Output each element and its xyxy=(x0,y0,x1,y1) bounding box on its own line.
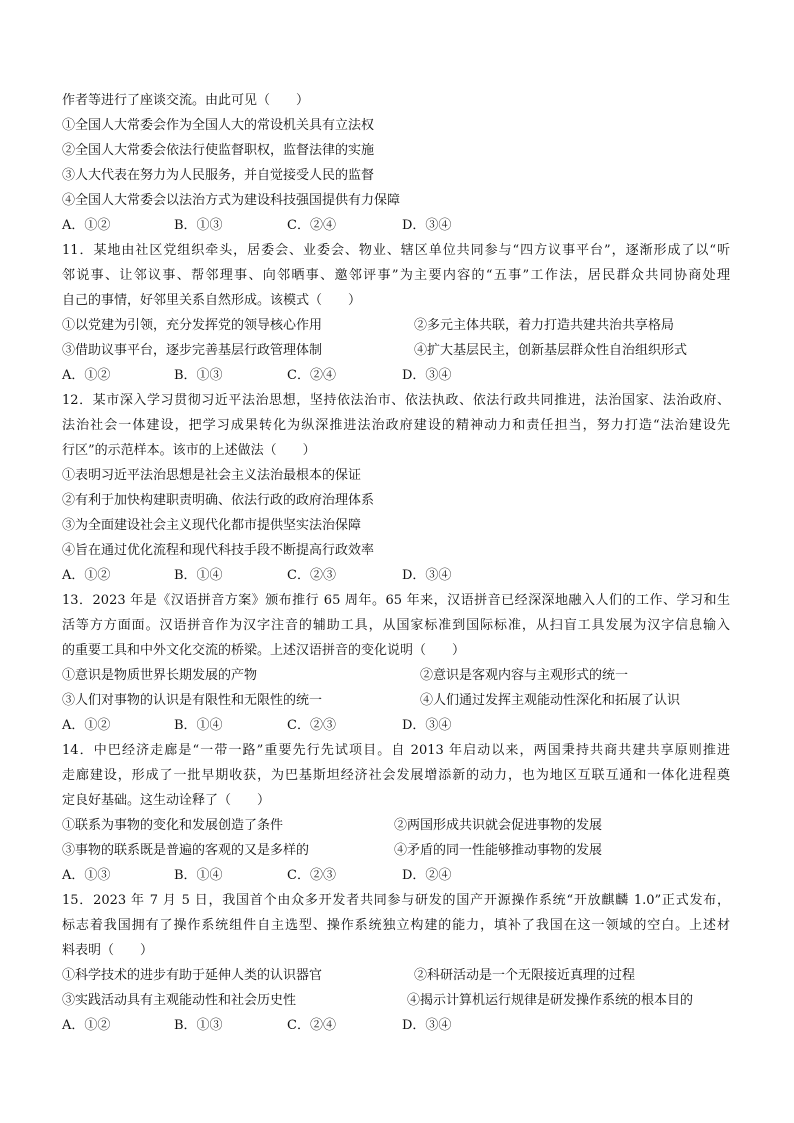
q11-stem-line-1: 11．某地由社区党组织牵头，居委会、业委会、物业、辖区单位共同参与“四方议事平台”，逐渐形成了以“听 xyxy=(62,243,730,258)
q14-option-c[interactable]: C．②③ xyxy=(287,868,336,883)
q10-statement-1: ①全国人大常委会作为全国人大的常设机关具有立法权 xyxy=(62,118,375,133)
q13-statement-1: ①意识是物质世界长期发展的产物 xyxy=(62,668,258,683)
q14-options xyxy=(62,863,730,888)
q15-option-b[interactable]: B．①③ xyxy=(174,1018,223,1033)
q14-option-a[interactable]: A．①③ xyxy=(62,868,111,883)
q15-statement-2: ②科研活动是一个无限接近真理的过程 xyxy=(414,968,636,983)
q12-stem-line-1: 12．某市深入学习贯彻习近平法治思想，坚持依法治市、依法执政、依法行政共同推进，法治国家、法治政府、 xyxy=(62,393,730,408)
q11-statement-3: ③借助议事平台，逐步完善基层行政管理体制 xyxy=(62,343,323,358)
q11-option-d[interactable]: D．③④ xyxy=(402,368,452,383)
q11-options xyxy=(62,363,730,388)
q15-stem-line-2: 标志着我国拥有了操作系统组件自主选型、操作系统独立构建的能力，填补了我国在这一领域的空白。上述材 xyxy=(62,918,730,933)
q13-option-b[interactable]: B．①④ xyxy=(174,718,223,733)
q13-statement-4: ④人们通过发挥主观能动性深化和拓展了认识 xyxy=(420,693,681,708)
q14-option-b[interactable]: B．①④ xyxy=(174,868,223,883)
q10-option-d[interactable]: D．③④ xyxy=(402,218,452,233)
q13-statements-row-2 xyxy=(62,688,730,713)
q12-statement-4: ④旨在通过优化流程和现代科技手段不断提高行政效率 xyxy=(62,543,375,558)
q11-statements-row-1 xyxy=(62,313,730,338)
q15-statement-1: ①科学技术的进步有助于延伸人类的认识器官 xyxy=(62,968,323,983)
q13-stem-line-3: 的重要工具和中外文化交流的桥梁。上述汉语拼音的变化说明（ ） xyxy=(62,643,466,658)
q10-statement-4: ④全国人大常委会以法治方式为建设科技强国提供有力保障 xyxy=(62,193,401,208)
q15-option-d[interactable]: D．③④ xyxy=(402,1018,452,1033)
q15-options xyxy=(62,1013,730,1038)
q12-option-d[interactable]: D．③④ xyxy=(402,568,452,583)
q13-option-d[interactable]: D．③④ xyxy=(402,718,452,733)
q13-statement-2: ②意识是客观内容与主观形式的统一 xyxy=(420,668,629,683)
q15-statement-4: ④揭示计算机运行规律是研发操作系统的根本目的 xyxy=(407,993,694,1008)
q12-stem-line-3: 行区”的示范样本。该市的上述做法（ ） xyxy=(62,443,316,458)
q12-option-b[interactable]: B．①④ xyxy=(174,568,223,583)
q11-statements-row-2 xyxy=(62,338,730,363)
q15-option-a[interactable]: A．①② xyxy=(62,1018,111,1033)
q15-stem-line-1: 15．2023 年 7 月 5 日，我国首个由众多开发者共同参与研发的国产开源操作系统“开放麒麟 1.0”正式发布， xyxy=(62,893,730,908)
q11-option-a[interactable]: A．①② xyxy=(62,368,111,383)
q11-statement-2: ②多元主体共联，着力打造共建共治共享格局 xyxy=(414,318,675,333)
q14-stem-line-3: 定良好基础。这生动诠释了（ ） xyxy=(62,793,271,808)
q13-option-c[interactable]: C．②③ xyxy=(287,718,336,733)
q11-option-c[interactable]: C．②④ xyxy=(287,368,336,383)
q13-stem-line-1: 13．2023 年是《汉语拼音方案》颁布推行 65 周年。65 年来，汉语拼音已经深深地融入人们的工作、学习和生 xyxy=(62,593,730,608)
q14-stem-line-1: 14．中巴经济走廊是“一带一路”重要先行先试项目。自 2013 年启动以来，两国秉持共商共建共享原则推进 xyxy=(62,743,730,758)
q15-statements-row-2 xyxy=(62,988,730,1013)
q13-option-a[interactable]: A．①② xyxy=(62,718,111,733)
q11-option-b[interactable]: B．①③ xyxy=(174,368,223,383)
q13-statements-row-1 xyxy=(62,663,730,688)
q12-options xyxy=(62,563,730,588)
q14-statement-3: ③事物的联系既是普遍的客观的又是多样的 xyxy=(62,843,310,858)
q10-option-b[interactable]: B．①③ xyxy=(174,218,223,233)
q13-stem-line-2: 活等方方面面。汉语拼音作为汉字注音的辅助工具，从国家标准到国际标准，从扫盲工具发展为汉字信息输入 xyxy=(62,618,730,633)
q14-option-d[interactable]: D．②④ xyxy=(402,868,452,883)
q10-statement-3: ③人大代表在努力为人民服务，并自觉接受人民的监督 xyxy=(62,168,375,183)
q14-statement-2: ②两国形成共识就会促进事物的发展 xyxy=(394,818,603,833)
q11-statement-4: ④扩大基层民主，创新基层群众性自治组织形式 xyxy=(414,343,688,358)
q12-statement-2: ②有利于加快构建职责明确、依法行政的政府治理体系 xyxy=(62,493,375,508)
q14-statement-4: ④矛盾的同一性能够推动事物的发展 xyxy=(394,843,603,858)
q12-stem-line-2: 法治社会一体建设，把学习成果转化为纵深推进法治政府建设的精神动力和责任担当，努力打造“法治建设先 xyxy=(62,418,730,433)
q12-statement-3: ③为全面建设社会主义现代化都市提供坚实法治保障 xyxy=(62,518,362,533)
q15-statement-3: ③实践活动具有主观能动性和社会历史性 xyxy=(62,993,297,1008)
q15-stem-line-3: 料表明（ ） xyxy=(62,943,154,958)
q11-stem-line-3: 自己的事情，好邻里关系自然形成。该模式（ ） xyxy=(62,293,362,308)
q13-options xyxy=(62,713,730,738)
q14-stem-line-2: 走廊建设，形成了一批早期收获，为巴基斯坦经济社会发展增添新的动力，也为地区互联互通和一体化进程奠 xyxy=(62,768,730,783)
q10-statement-2: ②全国人大常委会依法行使监督职权，监督法律的实施 xyxy=(62,143,375,158)
q11-statement-1: ①以党建为引领，充分发挥党的领导核心作用 xyxy=(62,318,323,333)
q11-stem-line-2: 邻说事、让邻议事、帮邻理事、向邻晒事、邀邻评事”为主要内容的“五事”工作法，居民群众共同协商处理 xyxy=(62,268,730,283)
exam-page xyxy=(62,88,730,1038)
q15-option-c[interactable]: C．②④ xyxy=(287,1018,336,1033)
q14-statements-row-1 xyxy=(62,813,730,838)
q10-option-c[interactable]: C．②④ xyxy=(287,218,336,233)
q12-statement-1: ①表明习近平法治思想是社会主义法治最根本的保证 xyxy=(62,468,362,483)
q10-option-a[interactable]: A．①② xyxy=(62,218,111,233)
question-10-stem-tail: 作者等进行了座谈交流。由此可见（ ） xyxy=(62,93,310,108)
q12-option-c[interactable]: C．②③ xyxy=(287,568,336,583)
q12-option-a[interactable]: A．①② xyxy=(62,568,111,583)
q10-options xyxy=(62,213,730,238)
q15-statements-row-1 xyxy=(62,963,730,988)
q14-statement-1: ①联系为事物的变化和发展创造了条件 xyxy=(62,818,284,833)
q14-statements-row-2 xyxy=(62,838,730,863)
q13-statement-3: ③人们对事物的认识是有限性和无限性的统一 xyxy=(62,693,323,708)
